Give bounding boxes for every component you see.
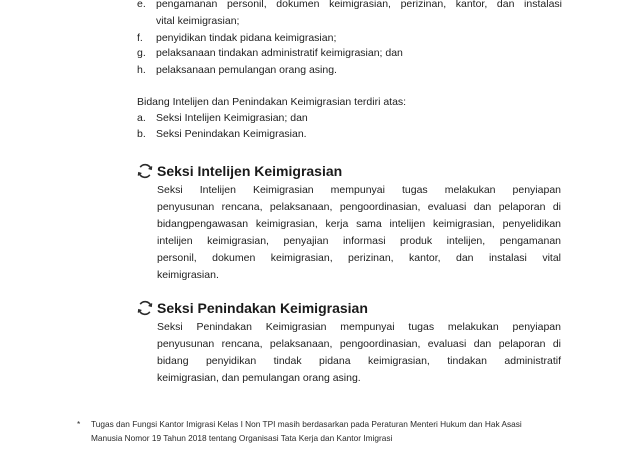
list-text-line: penyidikan tindak pidana keimigrasian; — [156, 32, 337, 44]
list-text-line: pengamanan personil, dokumen keimigrasian, perizinan, kantor, dan instalasi — [156, 0, 562, 10]
list-text-line: pelaksanaan pemulangan orang asing. — [156, 64, 337, 76]
list-letter: g. — [137, 47, 146, 59]
paragraph-line: bidang penyidikan tindak pidana keimigrasian, tindakan administratif — [157, 355, 561, 367]
cycle-arrows-icon — [136, 299, 154, 317]
paragraph-line: bidangpengawasan keimigrasian, kerja sama intelijen keimigrasian, penyelidikan — [157, 218, 561, 230]
list-letter: b. — [137, 128, 146, 140]
paragraph-line: intelijen keimigrasian, penyajian informasi produk intelijen, pengamanan — [157, 235, 561, 247]
paragraph-line: penyusunan rencana, pelaksanaan, pengoordinasian, evaluasi dan pelaporan di — [157, 338, 561, 350]
paragraph-line: personil, dokumen keimigrasian, perizinan, kantor, dan instalasi vital — [157, 252, 561, 264]
section-intelijen-body — [157, 182, 561, 284]
paragraph-line: keimigrasian. — [157, 269, 219, 281]
footnote-line: Manusia Nomor 19 Tahun 2018 tentang Organisasi Tata Kerja dan Kantor Imigrasi — [91, 432, 393, 443]
paragraph-line: Seksi Intelijen Keimigrasian mempunyai tugas melakukan penyiapan — [157, 184, 561, 196]
footnote — [91, 418, 563, 445]
list-text-line: vital keimigrasian; — [156, 15, 240, 27]
section-intelijen-heading — [136, 162, 342, 180]
list-text-line: Seksi Penindakan Keimigrasian. — [156, 128, 307, 140]
cycle-arrows-icon — [136, 162, 154, 180]
list-text-line: pelaksanaan tindakan administratif keimigrasian; dan — [156, 47, 403, 59]
list-letter: e. — [137, 0, 146, 10]
footnote-marker: * — [77, 419, 81, 429]
bidang-intro: Bidang Intelijen dan Penindakan Keimigrasian terdiri atas: — [137, 96, 407, 108]
list-letter: a. — [137, 112, 146, 124]
paragraph-line: penyusunan rencana, pelaksanaan, pengoordinasian, evaluasi dan pelaporan di — [157, 201, 561, 213]
section-penindakan-heading — [136, 299, 368, 317]
list-letter: h. — [137, 64, 146, 76]
section-penindakan-body — [157, 319, 561, 387]
section-title: Seksi Intelijen Keimigrasian — [157, 163, 343, 179]
list-letter: f. — [137, 32, 143, 44]
list-text-line: Seksi Intelijen Keimigrasian; dan — [156, 112, 308, 124]
section-title: Seksi Penindakan Keimigrasian — [157, 300, 368, 316]
paragraph-line: Seksi Penindakan Keimigrasian mempunyai tugas melakukan penyiapan — [157, 321, 561, 333]
footnote-line: Tugas dan Fungsi Kantor Imigrasi Kelas I Non TPI masih berdasarkan pada Peraturan Menteri Hukum dan Hak Asasi — [91, 419, 522, 429]
paragraph-line: keimigrasian, dan pemulangan orang asing. — [157, 372, 361, 384]
